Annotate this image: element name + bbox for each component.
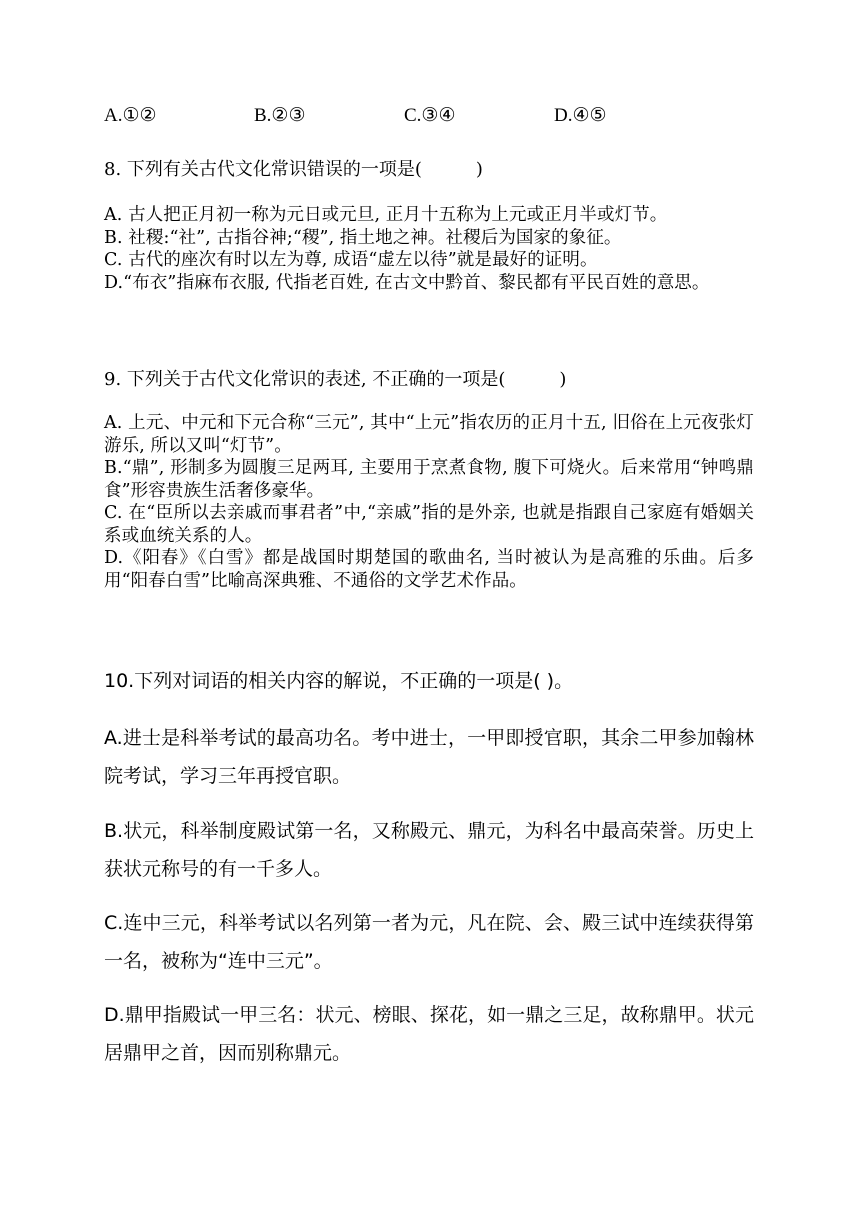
question-9-option-a: A. 上元、中元和下元合称“三元”, 其中“上元”指农历的正月十五, 旧俗在上元夜张灯游乐, 所以又叫“灯节”。 xyxy=(104,413,754,456)
question-9 xyxy=(104,368,754,392)
question-10-option-c-wrap xyxy=(104,904,754,980)
question-8 xyxy=(104,158,754,182)
question-10-option-d: D.鼎甲指殿试一甲三名：状元、榜眼、探花，如一鼎之三足，故称鼎甲。状元居鼎甲之首，因而别称鼎元。 xyxy=(104,1004,754,1064)
question-10-option-d-wrap xyxy=(104,996,754,1072)
question-8-options xyxy=(104,204,754,294)
question-10-option-a-wrap xyxy=(104,719,754,795)
question-9-stem: 9. 下列关于古代文化常识的表述, 不正确的一项是( ) xyxy=(104,369,567,390)
option-d: D.④⑤ xyxy=(554,105,607,126)
option-b: B.②③ xyxy=(254,105,306,126)
question-10-option-b: B.状元，科举制度殿试第一名，又称殿元、鼎元，为科名中最高荣誉。历史上获状元称号的有一千多人。 xyxy=(104,820,754,880)
question-8-option-c: C. 古代的座次有时以左为尊, 成语“虚左以待”就是最好的证明。 xyxy=(104,250,598,270)
question-8-stem: 8. 下列有关古代文化常识错误的一项是( ) xyxy=(104,159,483,180)
question-8-option-b: B. 社稷:“社”, 古指谷神;“稷”, 指土地之神。社稷后为国家的象征。 xyxy=(104,227,622,248)
question-10 xyxy=(104,668,754,694)
option-a: A.①② xyxy=(104,105,157,126)
option-c: C.③④ xyxy=(404,105,456,126)
question-10-option-b-wrap xyxy=(104,812,754,888)
question-9-option-b: B.“鼎”, 形制多为圆腹三足两耳, 主要用于烹煮食物, 腹下可烧火。后来常用“钟鸣鼎食”形容贵族生活奢侈豪华。 xyxy=(104,458,754,501)
question-10-option-a: A.进士是科举考试的最高功名。考中进士，一甲即授官职，其余二甲参加翰林院考试，学习三年再授官职。 xyxy=(104,727,754,787)
question-8-option-a: A. 古人把正月初一称为元日或元旦, 正月十五称为上元或正月半或灯节。 xyxy=(104,205,668,225)
question-9-option-d: D.《阳春》《白雪》都是战国时期楚国的歌曲名, 当时被认为是高雅的乐曲。后多用“阳春白雪”比喻高深典雅、不通俗的文学艺术作品。 xyxy=(104,548,754,591)
question-9-option-c: C. 在“臣所以去亲戚而事君者”中,“亲戚”指的是外亲, 也就是指跟自己家庭有婚姻关系或血统关系的人。 xyxy=(104,503,754,546)
question-8-option-d: D.“布衣”指麻布衣服, 代指老百姓, 在古文中黔首、黎民都有平民百姓的意思。 xyxy=(104,272,710,293)
question-9-options xyxy=(104,412,754,592)
question-10-stem: 10.下列对词语的相关内容的解说，不正确的一项是( )。 xyxy=(104,670,574,692)
question-10-option-c: C.连中三元，科举考试以名列第一者为元，凡在院、会、殿三试中连续获得第一名，被称为“连中三元”。 xyxy=(104,912,754,972)
